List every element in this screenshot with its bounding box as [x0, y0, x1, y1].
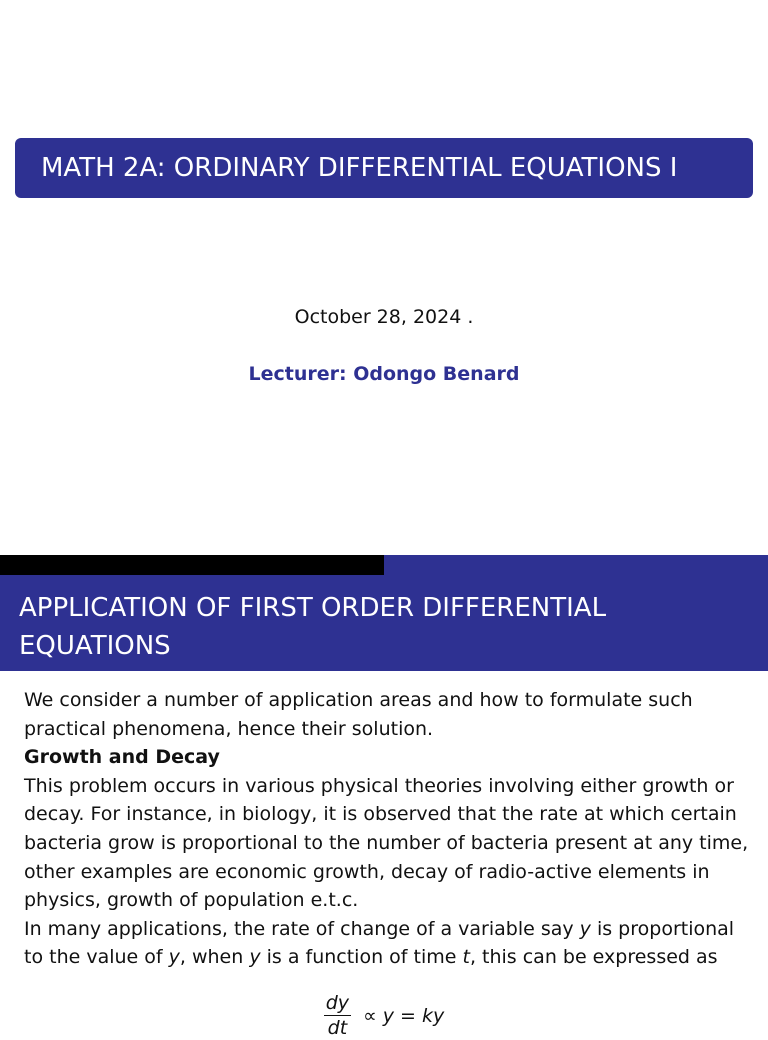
- text-span: In many applications, the rate of change of a variable say: [24, 917, 580, 940]
- proportional-symbol: ∝: [363, 1004, 383, 1027]
- fraction-numerator: dy: [325, 992, 350, 1014]
- math-expression: ky: [421, 1004, 445, 1027]
- math-variable: t: [462, 946, 470, 969]
- intro-paragraph: We consider a number of application areas and how to formulate such practical phenomena, hence their solution.: [24, 689, 693, 740]
- text-span: is proportional to the value of: [24, 917, 735, 969]
- equals-symbol: =: [393, 1004, 422, 1027]
- frame-title: APPLICATION OF FIRST ORDER DIFFERENTIAL EQUATIONS: [19, 593, 607, 661]
- frame-header: [0, 555, 768, 671]
- slide-body: [24, 686, 754, 972]
- section-heading: Growth and Decay: [24, 746, 220, 769]
- equation-rhs: [363, 1005, 444, 1027]
- math-variable: y: [168, 946, 180, 969]
- math-variable: y: [579, 917, 591, 940]
- fraction-denominator: dt: [327, 1017, 348, 1039]
- content-slide: [0, 555, 768, 1039]
- lecturer-text: Lecturer: Odongo Benard: [248, 363, 520, 385]
- title-box: [15, 138, 753, 198]
- text-span: is a function of time: [260, 946, 463, 969]
- date-text: October 28, 2024 .: [294, 306, 474, 328]
- course-title: MATH 2A: ORDINARY DIFFERENTIAL EQUATIONS I: [41, 153, 678, 183]
- math-variable: y: [249, 946, 261, 969]
- growth-equation: [0, 991, 768, 1040]
- math-variable: y: [382, 1004, 394, 1027]
- text-span: , when: [179, 946, 250, 969]
- derivative-fraction: [324, 991, 351, 1040]
- growth-decay-paragraph: This problem occurs in various physical theories involving either growth or decay. For instance, in biology, it is observed that the rate at which certain bacteria grow is proportional to the number of bacteria present at any time, other examples are economic growth, decay of radio-active elements in physics, growth of population e.t.c.: [24, 774, 749, 912]
- text-span: , this can be expressed as: [469, 946, 718, 969]
- rate-of-change-paragraph: [24, 915, 754, 972]
- progress-bar: [0, 555, 384, 575]
